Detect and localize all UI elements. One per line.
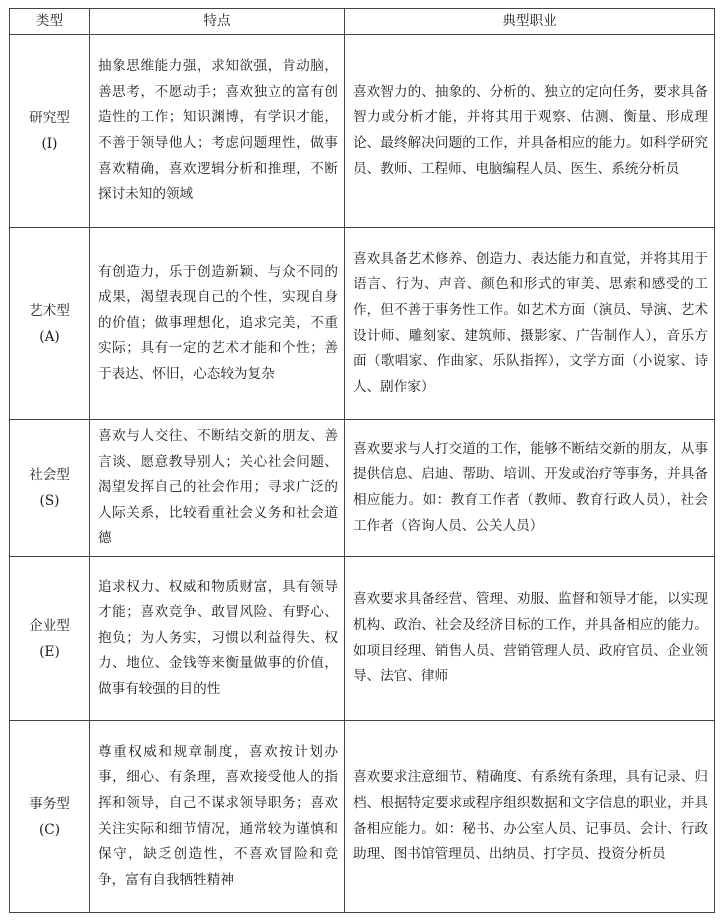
type-name: 艺术型: [29, 302, 70, 319]
careers-cell: 喜欢智力的、抽象的、分析的、独立的定向任务，要求具备智力或分析才能，并将其用于观察、估测、衡量、形成理论、最终解决问题的工作，并具备相应的能力。如科学研究员、教师、工程师、电脑编程人员、医生、系统分析员: [345, 35, 715, 228]
type-code: (S): [39, 493, 60, 509]
table-row: [10, 721, 715, 913]
traits-cell: 喜欢与人交往、不断结交新的朋友、善言谈、愿意教导别人；关心社会问题、渴望发挥自己的社会作用；寻求广泛的人际关系，比较看重社会义务和社会道德: [90, 420, 345, 557]
careers-cell: 喜欢要求与人打交道的工作，能够不断结交新的朋友，从事提供信息、启迪、帮助、培训、开发或治疗等事务，并具备相应能力。如：教育工作者（教师、教育行政人员），社会工作者（咨询人员、公关人员）: [345, 420, 715, 557]
type-name: 企业型: [29, 617, 70, 634]
type-cell: [10, 228, 90, 420]
careers-cell: 喜欢具备艺术修养、创造力、表达能力和直觉，并将其用于语言、行为、声音、颜色和形式的审美、思索和感受的工作，但不善于事务性工作。如艺术方面（演员、导演、艺术设计师、雕刻家、建筑师、摄影家、广告制作人），音乐方面（歌唱家、作曲家、乐队指挥），文学方面（小说家、诗人、剧作家）: [345, 228, 715, 420]
type-code: (C): [38, 821, 60, 838]
type-name: 事务型: [29, 795, 70, 812]
header-type: 类型: [10, 9, 90, 35]
careers-cell: 喜欢要求注意细节、精确度、有系统有条理，具有记录、归档、根据特定要求或程序组织数据和文字信息的职业，并具备相应能力。如：秘书、办公室人员、记事员、会计、行政助理、图书馆管理员、出纳员、打字员、投资分析员: [345, 721, 715, 913]
personality-type-table: [9, 8, 715, 913]
table-row: [10, 228, 715, 420]
table-header-row: [10, 9, 715, 35]
traits-cell: 尊重权威和规章制度，喜欢按计划办事，细心、有条理，喜欢接受他人的指挥和领导，自己不谋求领导职务；喜欢关注实际和细节情况，通常较为谨慎和保守，缺乏创造性，不喜欢冒险和竞争，富有自我牺牲精神: [90, 721, 345, 913]
careers-cell: 喜欢要求具备经营、管理、劝服、监督和领导才能，以实现机构、政治、社会及经济目标的工作，并具备相应的能力。如项目经理、销售人员、营销管理人员、政府官员、企业领导、法官、律师: [345, 557, 715, 721]
traits-cell: 有创造力，乐于创造新颖、与众不同的成果，渴望表现自己的个性，实现自身的价值；做事理想化，追求完美，不重实际；具有一定的艺术才能和个性；善于表达、怀旧，心态较为复杂: [90, 228, 345, 420]
header-careers: 典型职业: [345, 9, 715, 35]
type-name: 社会型: [29, 467, 70, 483]
type-cell: [10, 557, 90, 721]
table-row: [10, 35, 715, 228]
table-row: [10, 557, 715, 721]
type-name: 研究型: [29, 110, 70, 126]
type-cell: [10, 721, 90, 913]
type-code: (I): [41, 136, 58, 152]
type-code: (E): [39, 643, 60, 660]
header-traits: 特点: [90, 9, 345, 35]
type-cell: [10, 420, 90, 557]
type-cell: [10, 35, 90, 228]
traits-cell: 抽象思维能力强，求知欲强，肯动脑，善思考，不愿动手；喜欢独立的富有创造性的工作；知识渊博，有学识才能，不善于领导他人；考虑问题理性，做事喜欢精确，喜欢逻辑分析和推理，不断探讨未知的领域: [90, 35, 345, 228]
traits-cell: 追求权力、权威和物质财富，具有领导才能；喜欢竞争、敢冒风险、有野心、抱负；为人务实，习惯以利益得失、权力、地位、金钱等来衡量做事的价值，做事有较强的目的性: [90, 557, 345, 721]
type-code: (A): [39, 328, 60, 345]
table-row: [10, 420, 715, 557]
